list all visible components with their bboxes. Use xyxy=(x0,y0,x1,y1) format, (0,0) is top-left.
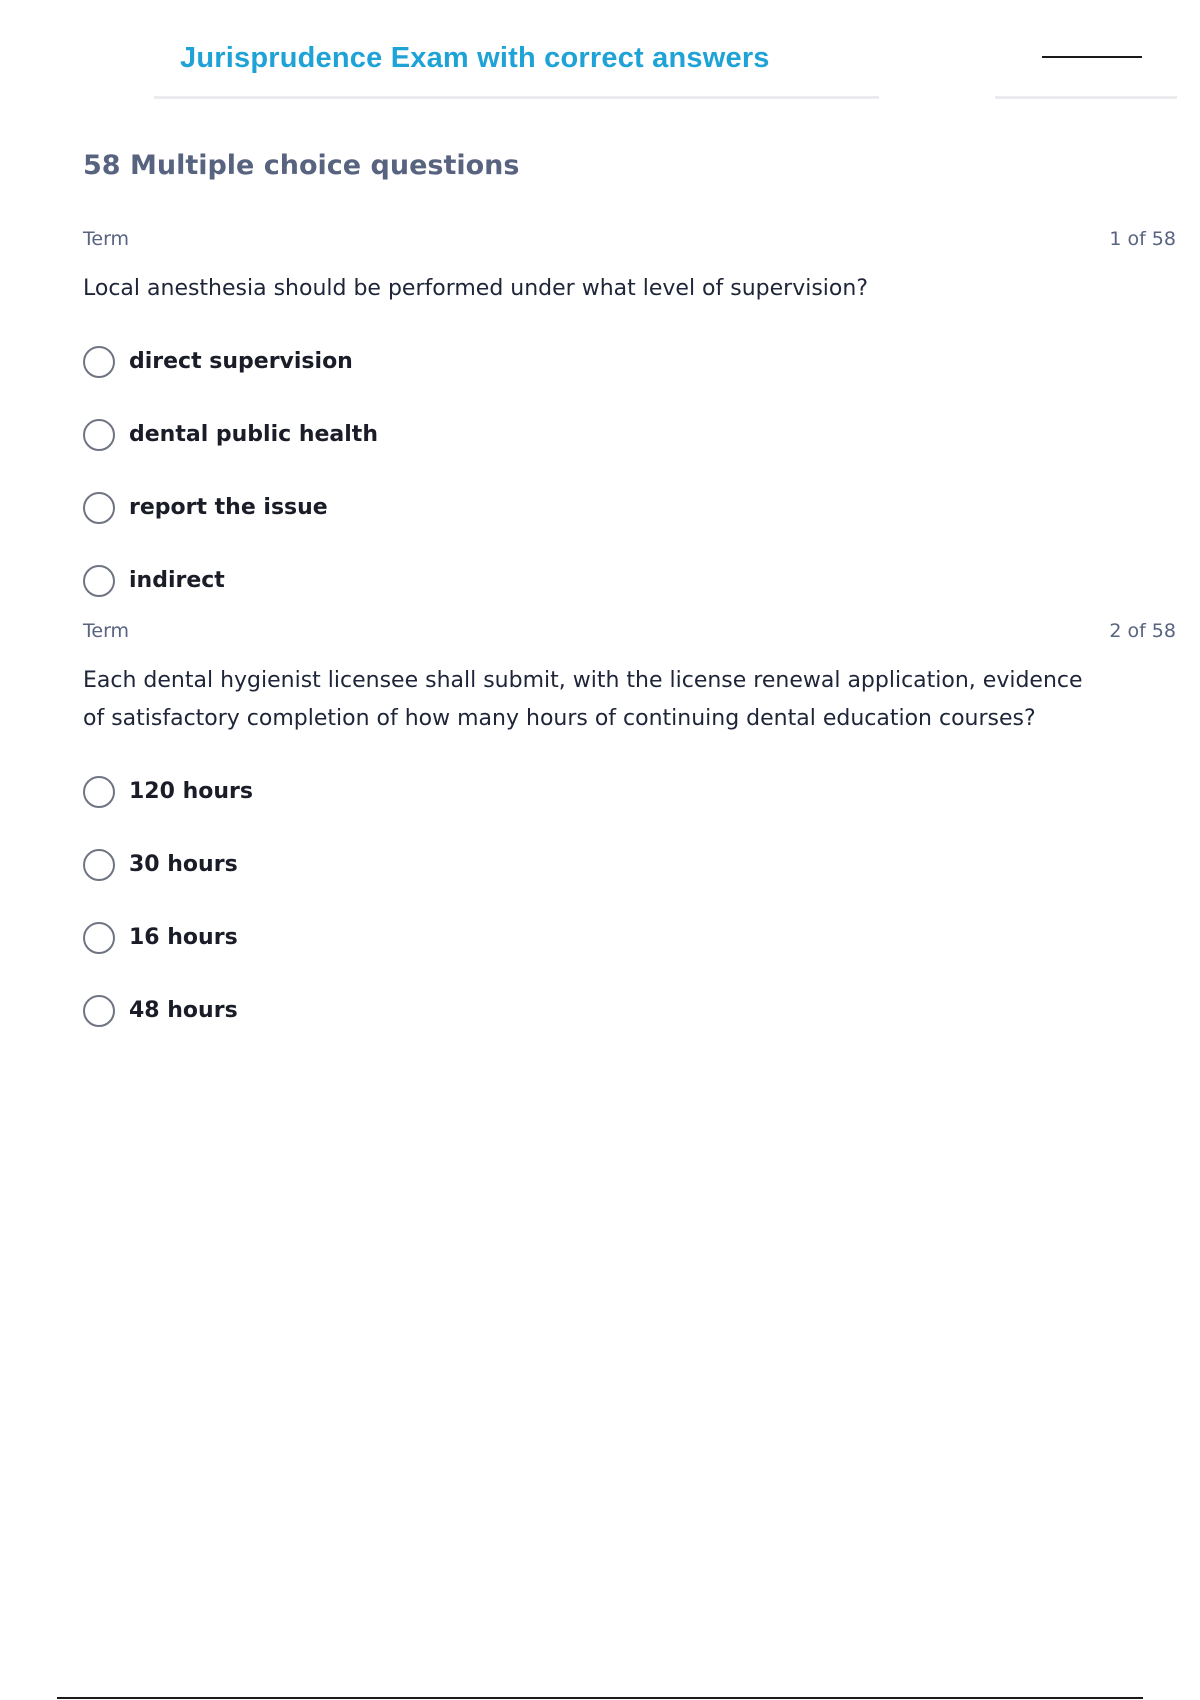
question-card xyxy=(83,228,1176,617)
answer-option-label: 120 hours xyxy=(129,779,253,804)
answer-option-label: direct supervision xyxy=(129,349,353,374)
answer-option-label: dental public health xyxy=(129,422,378,447)
answer-options xyxy=(83,755,1176,1047)
radio-button-icon[interactable] xyxy=(83,849,115,881)
answer-option[interactable] xyxy=(83,398,1176,471)
radio-button-icon[interactable] xyxy=(83,419,115,451)
radio-button-icon[interactable] xyxy=(83,492,115,524)
radio-button-icon[interactable] xyxy=(83,565,115,597)
answer-option-label: 30 hours xyxy=(129,852,238,877)
answer-options xyxy=(83,325,1176,617)
answer-option-label: report the issue xyxy=(129,495,328,520)
term-header xyxy=(83,228,1176,254)
answer-option[interactable] xyxy=(83,828,1176,901)
question-prompt: Each dental hygienist licensee shall submit, with the license renewal application, evidence of satisfactory completion of how many hours of continuing dental education courses? xyxy=(83,668,1083,731)
question-counter: 2 of 58 xyxy=(1109,620,1176,642)
term-header xyxy=(83,620,1176,646)
document-title: Jurisprudence Exam with correct answers xyxy=(180,42,770,74)
header-side-line xyxy=(1042,56,1142,58)
radio-button-icon[interactable] xyxy=(83,776,115,808)
radio-button-icon[interactable] xyxy=(83,995,115,1027)
footer-divider xyxy=(57,1697,1143,1699)
answer-option[interactable] xyxy=(83,755,1176,828)
header-side-divider xyxy=(995,96,1177,99)
title-divider xyxy=(154,96,879,99)
radio-button-icon[interactable] xyxy=(83,346,115,378)
answer-option[interactable] xyxy=(83,901,1176,974)
question-prompt: Local anesthesia should be performed under what level of supervision? xyxy=(83,276,868,301)
answer-option-label: 48 hours xyxy=(129,998,238,1023)
answer-option[interactable] xyxy=(83,974,1176,1047)
term-label: Term xyxy=(83,620,130,642)
radio-button-icon[interactable] xyxy=(83,922,115,954)
answer-option[interactable] xyxy=(83,471,1176,544)
answer-option-label: 16 hours xyxy=(129,925,238,950)
term-label: Term xyxy=(83,228,130,250)
question-counter: 1 of 58 xyxy=(1109,228,1176,250)
answer-option[interactable] xyxy=(83,325,1176,398)
section-heading: 58 Multiple choice questions xyxy=(83,150,520,181)
answer-option-label: indirect xyxy=(129,568,225,593)
answer-option[interactable] xyxy=(83,544,1176,617)
question-card xyxy=(83,620,1176,1047)
